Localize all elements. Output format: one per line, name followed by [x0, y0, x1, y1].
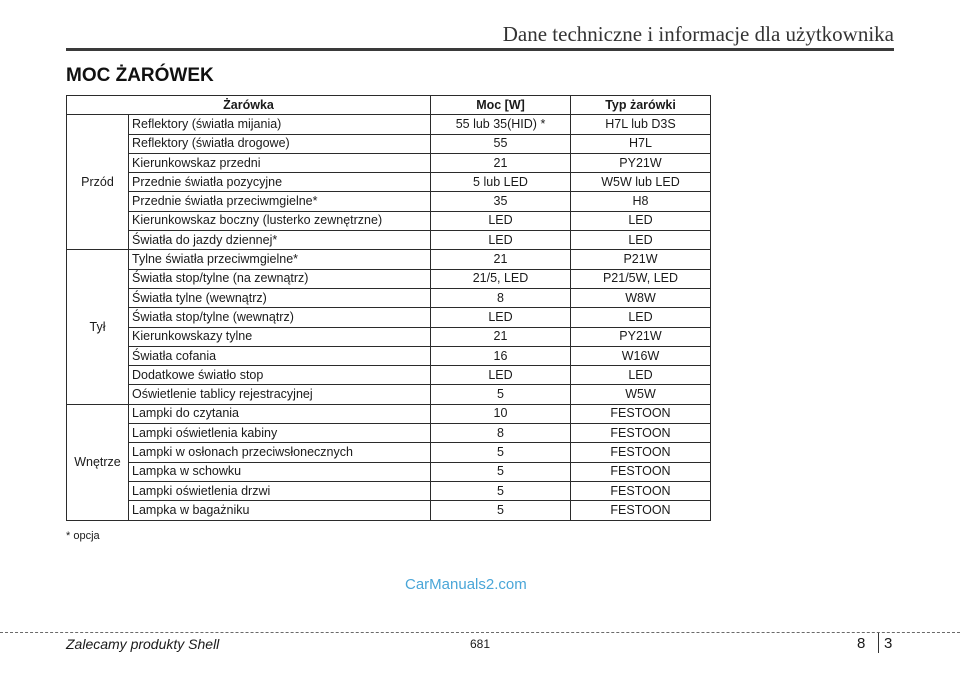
table-row — [67, 288, 711, 307]
bulb-power: 55 lub 35(HID) * — [431, 115, 571, 134]
bulb-name: Światła stop/tylne (wewnątrz) — [129, 308, 431, 327]
group-label-front: Przód — [67, 115, 129, 250]
bulb-name: Kierunkowskazy tylne — [129, 327, 431, 346]
bulb-type: LED — [571, 211, 711, 230]
column-header-type: Typ żarówki — [571, 96, 711, 115]
table-row — [67, 153, 711, 172]
bulb-type: FESTOON — [571, 481, 711, 500]
table-row — [67, 404, 711, 423]
bulb-type: P21W — [571, 250, 711, 269]
bulb-power: 5 — [431, 481, 571, 500]
watermark-link[interactable]: CarManuals2.com — [405, 576, 527, 593]
bulb-type: LED — [571, 366, 711, 385]
bulb-name: Światła cofania — [129, 346, 431, 365]
section-title: MOC ŻARÓWEK — [66, 65, 214, 86]
bulb-power: 8 — [431, 424, 571, 443]
bulb-type: LED — [571, 231, 711, 250]
bulb-power-table — [66, 95, 711, 521]
running-header-title: Dane techniczne i informacje dla użytkownika — [502, 22, 894, 46]
bulb-type: PY21W — [571, 153, 711, 172]
bulb-power: 5 lub LED — [431, 173, 571, 192]
bulb-type: LED — [571, 308, 711, 327]
bulb-type: W5W lub LED — [571, 173, 711, 192]
table-header-row — [67, 96, 711, 115]
bulb-type: H7L lub D3S — [571, 115, 711, 134]
table-body — [67, 115, 711, 520]
table-row — [67, 211, 711, 230]
bulb-name: Lampki w osłonach przeciwsłonecznych — [129, 443, 431, 462]
footer-chapter-number: 8 — [857, 635, 866, 652]
bulb-power: 16 — [431, 346, 571, 365]
table-row — [67, 173, 711, 192]
bulb-name: Kierunkowskaz boczny (lusterko zewnętrzne) — [129, 211, 431, 230]
header-divider — [66, 48, 894, 51]
group-label-rear: Tył — [67, 250, 129, 404]
bulb-name: Dodatkowe światło stop — [129, 366, 431, 385]
table-row — [67, 327, 711, 346]
column-header-power: Moc [W] — [431, 96, 571, 115]
bulb-type: FESTOON — [571, 404, 711, 423]
table-row — [67, 424, 711, 443]
bulb-name: Kierunkowskaz przedni — [129, 153, 431, 172]
bulb-name: Tylne światła przeciwmgielne* — [129, 250, 431, 269]
bulb-name: Światła stop/tylne (na zewnątrz) — [129, 269, 431, 288]
table-row — [67, 308, 711, 327]
table-row — [67, 115, 711, 134]
bulb-power: 5 — [431, 462, 571, 481]
bulb-type: FESTOON — [571, 462, 711, 481]
table-row — [67, 462, 711, 481]
bulb-power: 5 — [431, 443, 571, 462]
bulb-name: Lampka w schowku — [129, 462, 431, 481]
table-row — [67, 481, 711, 500]
footer-separator — [878, 633, 879, 653]
footer-note: Zalecamy produkty Shell — [66, 636, 220, 652]
table-row — [67, 385, 711, 404]
table-header — [67, 96, 711, 115]
table-row — [67, 250, 711, 269]
bulb-name: Reflektory (światła mijania) — [129, 115, 431, 134]
bulb-type: FESTOON — [571, 443, 711, 462]
bulb-name: Przednie światła pozycyjne — [129, 173, 431, 192]
bulb-power: LED — [431, 308, 571, 327]
bulb-power: 5 — [431, 501, 571, 520]
bulb-type: FESTOON — [571, 424, 711, 443]
bulb-name: Przednie światła przeciwmgielne* — [129, 192, 431, 211]
table-row — [67, 346, 711, 365]
bulb-name: Reflektory (światła drogowe) — [129, 134, 431, 153]
bulb-power: LED — [431, 231, 571, 250]
footer-divider — [0, 632, 960, 633]
bulb-power: 5 — [431, 385, 571, 404]
bulb-name: Światła do jazdy dziennej* — [129, 231, 431, 250]
bulb-name: Oświetlenie tablicy rejestracyjnej — [129, 385, 431, 404]
footer-page-number: 681 — [470, 637, 491, 651]
bulb-power: 21 — [431, 250, 571, 269]
bulb-type: P21/5W, LED — [571, 269, 711, 288]
table-row — [67, 269, 711, 288]
table-row — [67, 231, 711, 250]
table-row — [67, 366, 711, 385]
bulb-power: 55 — [431, 134, 571, 153]
bulb-power: 21 — [431, 153, 571, 172]
bulb-name: Lampki do czytania — [129, 404, 431, 423]
bulb-name: Światła tylne (wewnątrz) — [129, 288, 431, 307]
bulb-power: 21/5, LED — [431, 269, 571, 288]
bulb-name: Lampka w bagażniku — [129, 501, 431, 520]
bulb-name: Lampki oświetlenia kabiny — [129, 424, 431, 443]
footer-section-page: 3 — [884, 635, 893, 652]
bulb-power: LED — [431, 211, 571, 230]
bulb-power: 8 — [431, 288, 571, 307]
bulb-name: Lampki oświetlenia drzwi — [129, 481, 431, 500]
column-header-bulb: Żarówka — [67, 96, 431, 115]
bulb-type: W8W — [571, 288, 711, 307]
table-row — [67, 134, 711, 153]
bulb-power: LED — [431, 366, 571, 385]
bulb-power: 10 — [431, 404, 571, 423]
footnote: * opcja — [66, 530, 100, 542]
bulb-type: H7L — [571, 134, 711, 153]
bulb-type: W5W — [571, 385, 711, 404]
bulb-type: PY21W — [571, 327, 711, 346]
bulb-power: 35 — [431, 192, 571, 211]
bulb-type: W16W — [571, 346, 711, 365]
table-row — [67, 192, 711, 211]
bulb-type: H8 — [571, 192, 711, 211]
table-row — [67, 443, 711, 462]
bulb-power: 21 — [431, 327, 571, 346]
table-row — [67, 501, 711, 520]
bulb-type: FESTOON — [571, 501, 711, 520]
group-label-interior: Wnętrze — [67, 404, 129, 520]
